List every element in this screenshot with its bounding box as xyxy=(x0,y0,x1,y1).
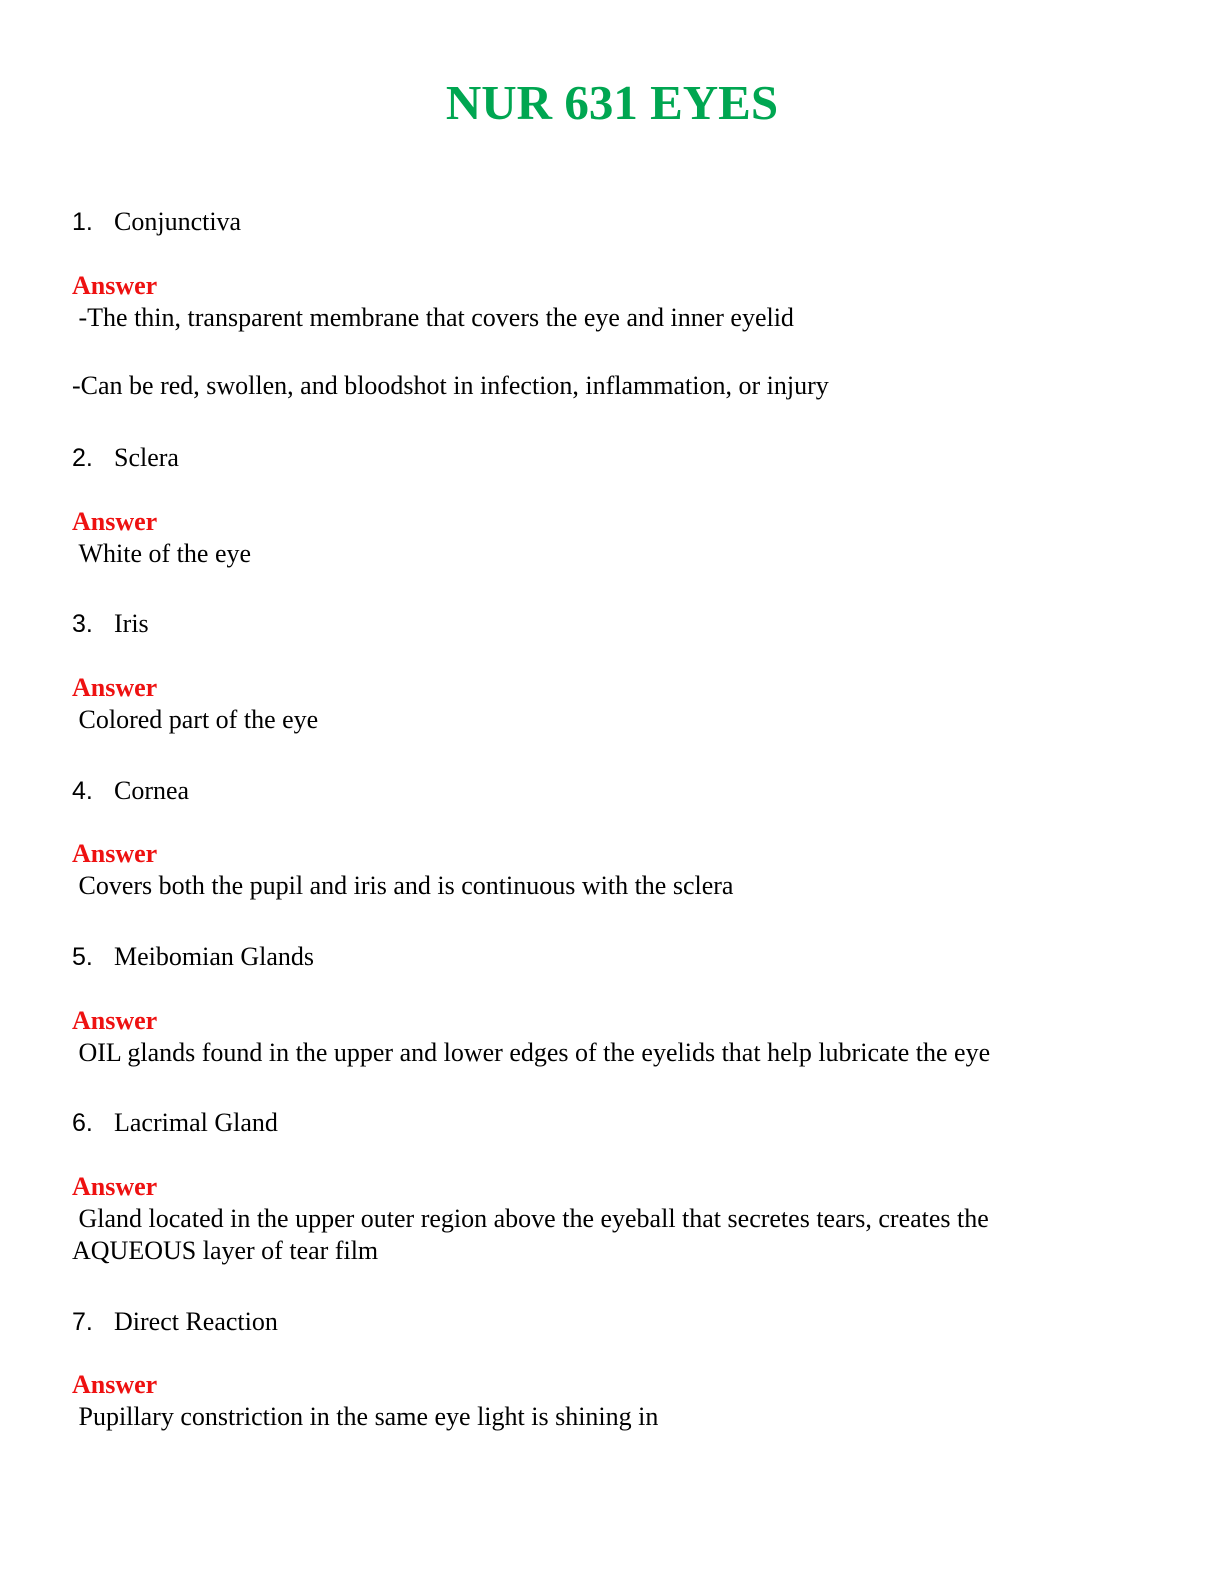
question-number: 1. xyxy=(72,208,93,236)
question-term: Lacrimal Gland xyxy=(114,1108,278,1137)
question-7 xyxy=(72,1305,278,1339)
question-term: Direct Reaction xyxy=(114,1307,278,1336)
answer-label: Answer xyxy=(72,1172,158,1201)
answer-text: -The thin, transparent membrane that covers the eye and inner eyelid xyxy=(72,303,794,332)
answer-label: Answer xyxy=(72,1006,158,1035)
question-4 xyxy=(72,774,189,808)
answer-text: Pupillary constriction in the same eye light is shining in xyxy=(72,1402,659,1431)
question-number: 2. xyxy=(72,444,93,472)
answer-text: Colored part of the eye xyxy=(72,705,319,734)
question-3 xyxy=(72,607,149,641)
answer-label: Answer xyxy=(72,1370,158,1399)
question-term: Conjunctiva xyxy=(114,207,242,236)
answer-label: Answer xyxy=(72,507,158,536)
question-number: 3. xyxy=(72,610,93,638)
answer-text: OIL glands found in the upper and lower edges of the eyelids that help lubricate the eye xyxy=(72,1038,991,1067)
answer-text: -Can be red, swollen, and bloodshot in infection, inflammation, or injury xyxy=(72,371,829,400)
question-6 xyxy=(72,1106,278,1140)
answer-label: Answer xyxy=(72,673,158,702)
answer-text: White of the eye xyxy=(72,539,252,568)
question-term: Cornea xyxy=(114,776,190,805)
question-term: Iris xyxy=(114,609,149,638)
question-5 xyxy=(72,940,314,974)
answer-text: AQUEOUS layer of tear film xyxy=(72,1236,379,1265)
question-term: Sclera xyxy=(114,443,179,472)
page-title: NUR 631 EYES xyxy=(445,75,779,130)
answer-text: Covers both the pupil and iris and is continuous with the sclera xyxy=(72,871,734,900)
answer-text: Gland located in the upper outer region above the eyeball that secretes tears, creates the xyxy=(72,1204,989,1233)
question-number: 7. xyxy=(72,1308,93,1336)
question-1 xyxy=(72,205,241,239)
question-term: Meibomian Glands xyxy=(114,942,315,971)
question-number: 5. xyxy=(72,943,93,971)
question-number: 6. xyxy=(72,1109,93,1137)
answer-label: Answer xyxy=(72,271,158,300)
question-2 xyxy=(72,441,179,475)
answer-label: Answer xyxy=(72,839,158,868)
question-number: 4. xyxy=(72,777,93,805)
